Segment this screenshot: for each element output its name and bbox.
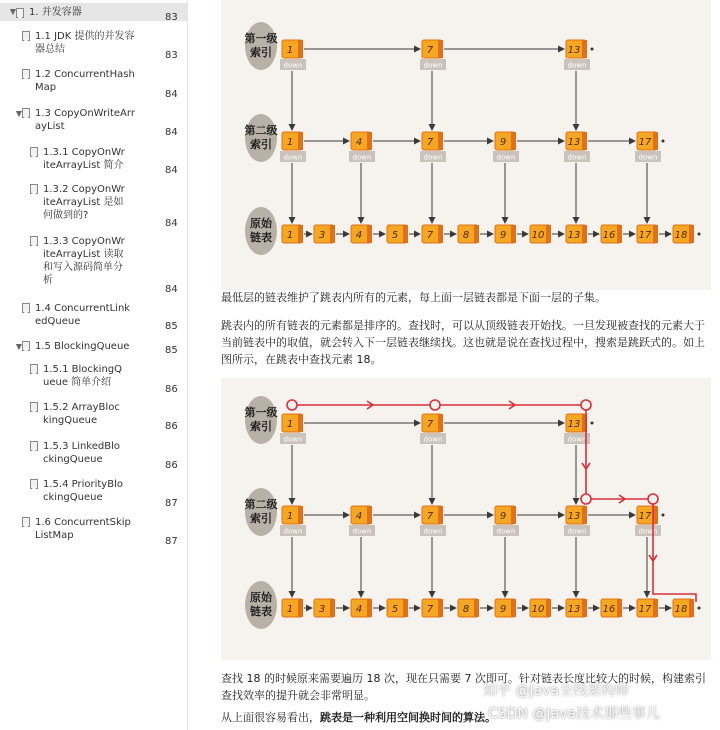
node-value: 17 bbox=[638, 511, 652, 522]
list-node bbox=[564, 506, 590, 536]
bookmark-icon bbox=[22, 517, 30, 527]
down-label: down bbox=[496, 153, 516, 162]
node-pointer bbox=[511, 132, 516, 150]
null-dot bbox=[698, 607, 701, 610]
paragraph-1: 最低层的链表维护了跳表内所有的元素，每上面一层链表都是下面一层的子集。 bbox=[221, 291, 606, 304]
list-node bbox=[673, 599, 694, 617]
list-node bbox=[280, 414, 306, 444]
level-badge-text: 原始 bbox=[250, 217, 272, 230]
node-value: 7 bbox=[426, 45, 434, 56]
bookmark-icon bbox=[22, 69, 30, 79]
down-label: down bbox=[567, 527, 587, 536]
search-path-marker bbox=[581, 400, 591, 410]
level-badge-text: 链表 bbox=[250, 231, 272, 244]
list-node bbox=[314, 599, 335, 617]
list-node bbox=[420, 132, 446, 162]
node-value: 9 bbox=[499, 137, 507, 148]
node-value: 4 bbox=[355, 137, 363, 148]
node-pointer bbox=[438, 40, 443, 58]
toc-item-label: 1.2 ConcurrentHashMap bbox=[35, 69, 135, 93]
list-node bbox=[458, 599, 479, 617]
node-value: 4 bbox=[355, 604, 363, 615]
bookmark-icon bbox=[22, 303, 30, 313]
node-value: 13 bbox=[567, 511, 581, 522]
collapse-chevron-icon[interactable]: ▲ bbox=[15, 110, 22, 119]
list-node bbox=[280, 40, 306, 70]
down-label: down bbox=[283, 61, 303, 70]
search-path-marker bbox=[430, 400, 440, 410]
list-node bbox=[673, 225, 694, 243]
down-label: down bbox=[638, 153, 658, 162]
collapse-chevron-icon[interactable]: ▲ bbox=[15, 343, 22, 352]
bookmark-icon bbox=[30, 364, 38, 374]
node-pointer bbox=[653, 132, 658, 150]
list-node bbox=[495, 225, 516, 243]
level-badge-text: 第二级 bbox=[244, 124, 278, 137]
node-pointer bbox=[330, 225, 335, 243]
toc-page-number: 84 bbox=[165, 165, 178, 176]
null-dot bbox=[698, 233, 701, 236]
list-node bbox=[349, 506, 375, 536]
toc-item-label: 1.1 JDK 提供的并发容器总结 bbox=[35, 31, 135, 55]
list-node bbox=[566, 599, 587, 617]
toc-item-label: 1.3.3 CopyOnWriteArrayList 读取和写入源码简单分析 bbox=[43, 236, 125, 286]
down-label: down bbox=[567, 435, 587, 444]
list-node bbox=[635, 132, 661, 162]
node-pointer bbox=[438, 506, 443, 524]
node-value: 17 bbox=[638, 604, 652, 615]
toc-item-label: 1.3.2 CopyOnWriteArrayList 是如何做到的? bbox=[43, 184, 125, 221]
toc-item-label: 1.4 ConcurrentLinkedQueue bbox=[35, 303, 131, 327]
list-node bbox=[420, 506, 446, 536]
list-node bbox=[601, 225, 622, 243]
node-value: 18 bbox=[674, 230, 688, 241]
list-node bbox=[420, 414, 446, 444]
node-value: 7 bbox=[426, 137, 434, 148]
node-pointer bbox=[582, 599, 587, 617]
list-node bbox=[422, 225, 443, 243]
toc-item[interactable] bbox=[12, 302, 135, 328]
level-badge-text: 第二级 bbox=[244, 498, 278, 511]
paragraph-4-bold: 跳表是一种利用空间换时间的算法。 bbox=[320, 711, 496, 724]
node-pointer bbox=[298, 506, 303, 524]
toc-item[interactable] bbox=[12, 516, 135, 542]
list-node bbox=[280, 506, 306, 536]
node-pointer bbox=[438, 225, 443, 243]
down-label: down bbox=[423, 527, 443, 536]
node-value: 7 bbox=[426, 419, 434, 430]
node-value: 9 bbox=[499, 604, 507, 615]
node-pointer bbox=[617, 599, 622, 617]
node-value: 1 bbox=[286, 230, 294, 241]
toc-item[interactable] bbox=[30, 440, 125, 466]
toc-page-number: 83 bbox=[165, 12, 178, 23]
toc-page-number: 85 bbox=[165, 321, 178, 332]
node-value: 1 bbox=[286, 137, 294, 148]
node-value: 9 bbox=[499, 511, 507, 522]
down-label: down bbox=[638, 527, 658, 536]
node-value: 3 bbox=[318, 604, 326, 615]
search-path-marker bbox=[581, 494, 591, 504]
node-pointer bbox=[298, 132, 303, 150]
null-dot bbox=[662, 514, 665, 517]
level-badge-text: 索引 bbox=[250, 46, 272, 59]
bookmark-icon bbox=[22, 341, 30, 351]
down-label: down bbox=[283, 153, 303, 162]
toc-page-number: 84 bbox=[165, 218, 178, 229]
toc-item-label: 1.5.4 PriorityBlockingQueue bbox=[43, 479, 123, 503]
toc-item-label: 1.5.3 LinkedBlockingQueue bbox=[43, 441, 121, 465]
csdn-watermark: CSDN @Java技术那些事儿 bbox=[488, 706, 660, 722]
node-pointer bbox=[367, 132, 372, 150]
node-pointer bbox=[511, 225, 516, 243]
node-value: 13 bbox=[567, 230, 581, 241]
list-node bbox=[387, 599, 408, 617]
list-node bbox=[280, 132, 306, 162]
toc-item[interactable] bbox=[12, 340, 135, 354]
node-pointer bbox=[438, 414, 443, 432]
list-node bbox=[351, 599, 372, 617]
down-label: down bbox=[567, 61, 587, 70]
list-node bbox=[349, 132, 375, 162]
list-node bbox=[458, 225, 479, 243]
node-value: 7 bbox=[426, 604, 434, 615]
down-label: down bbox=[423, 153, 443, 162]
list-node bbox=[564, 40, 590, 70]
toc-page-number: 86 bbox=[165, 421, 178, 432]
node-value: 10 bbox=[531, 604, 545, 615]
node-pointer bbox=[689, 599, 694, 617]
node-pointer bbox=[689, 225, 694, 243]
toc-page-number: 86 bbox=[165, 460, 178, 471]
node-pointer bbox=[367, 599, 372, 617]
toc-item-label: 1. 并发容器 bbox=[29, 6, 82, 18]
level-badge-text: 索引 bbox=[250, 138, 272, 151]
level-badge-text: 索引 bbox=[250, 512, 272, 525]
paragraph-4-prefix: 从上面很容易看出， bbox=[221, 711, 320, 724]
node-pointer bbox=[582, 225, 587, 243]
toc-item-label: 1.3.1 CopyOnWriteArrayList 简介 bbox=[43, 147, 125, 171]
node-value: 5 bbox=[391, 230, 399, 241]
node-value: 8 bbox=[462, 604, 470, 615]
list-node bbox=[601, 599, 622, 617]
list-node bbox=[387, 225, 408, 243]
list-node bbox=[282, 225, 303, 243]
node-value: 1 bbox=[286, 419, 294, 430]
level-badge-text: 索引 bbox=[250, 420, 272, 433]
paragraph-3: 查找 18 的时候原来需要遍历 18 次，现在只需要 7 次即可。针对链表长度比较大的时候，构建索引查找效率的提升就会非常明显。 bbox=[221, 672, 706, 702]
toc-item-label: 1.5.1 BlockingQueue 简单介绍 bbox=[43, 364, 123, 388]
toc-item[interactable] bbox=[30, 478, 125, 504]
node-pointer bbox=[298, 225, 303, 243]
node-value: 13 bbox=[567, 419, 581, 430]
bookmark-icon bbox=[30, 147, 38, 157]
down-label: down bbox=[283, 435, 303, 444]
bookmark-icon bbox=[30, 479, 38, 489]
node-value: 13 bbox=[567, 45, 581, 56]
toc-page-number: 84 bbox=[165, 127, 178, 138]
node-value: 9 bbox=[499, 230, 507, 241]
node-pointer bbox=[474, 225, 479, 243]
node-value: 13 bbox=[567, 604, 581, 615]
node-pointer bbox=[617, 225, 622, 243]
search-path-marker bbox=[648, 494, 658, 504]
down-label: down bbox=[423, 61, 443, 70]
node-value: 4 bbox=[355, 511, 363, 522]
node-pointer bbox=[438, 599, 443, 617]
node-pointer bbox=[403, 225, 408, 243]
list-node bbox=[314, 225, 335, 243]
node-value: 7 bbox=[426, 511, 434, 522]
null-dot bbox=[591, 422, 594, 425]
bookmark-icon bbox=[30, 236, 38, 246]
node-pointer bbox=[474, 599, 479, 617]
bookmark-icon bbox=[22, 31, 30, 41]
bookmark-icon bbox=[16, 8, 24, 18]
toc-item-label: 1.5.2 ArrayBlockingQueue bbox=[43, 402, 120, 426]
toc-item[interactable] bbox=[30, 183, 125, 222]
toc-sidebar bbox=[0, 0, 188, 730]
list-node bbox=[422, 599, 443, 617]
list-node bbox=[637, 599, 658, 617]
list-node bbox=[564, 132, 590, 162]
list-node bbox=[351, 225, 372, 243]
toc-page-number: 85 bbox=[165, 345, 178, 356]
down-label: down bbox=[283, 527, 303, 536]
toc-page-number: 86 bbox=[165, 384, 178, 395]
list-node bbox=[530, 225, 551, 243]
toc-item[interactable] bbox=[12, 68, 135, 94]
node-value: 13 bbox=[567, 137, 581, 148]
bookmark-icon bbox=[30, 184, 38, 194]
toc-item[interactable] bbox=[30, 146, 125, 172]
toc-item[interactable] bbox=[12, 30, 135, 56]
node-pointer bbox=[298, 40, 303, 58]
list-node bbox=[530, 599, 551, 617]
list-node bbox=[493, 132, 519, 162]
list-node bbox=[637, 225, 658, 243]
toc-page-number: 84 bbox=[165, 284, 178, 295]
node-value: 16 bbox=[602, 604, 616, 615]
node-pointer bbox=[330, 599, 335, 617]
toc-item-label: 1.3 CopyOnWriteArrayList bbox=[35, 108, 135, 132]
node-pointer bbox=[367, 506, 372, 524]
down-label: down bbox=[423, 435, 443, 444]
toc-item-label: 1.6 ConcurrentSkipListMap bbox=[35, 517, 131, 541]
list-node bbox=[420, 40, 446, 70]
zhihu-watermark: 知乎 @Java全栈架构师 bbox=[483, 683, 630, 699]
node-value: 4 bbox=[355, 230, 363, 241]
collapse-chevron-icon[interactable]: ▲ bbox=[9, 8, 16, 17]
node-pointer bbox=[546, 225, 551, 243]
node-value: 1 bbox=[286, 45, 294, 56]
level-badge-text: 链表 bbox=[250, 605, 272, 618]
paragraph-2: 跳表内的所有链表的元素都是排序的。查找时，可以从顶级链表开始找。一旦发现被查找的元素大于当前链表中的取值，就会转入下一层链表继续找。这也就是说在查找过程中，搜索是跳跃式的。如上图所示，在跳表中查找元素 18。 bbox=[221, 319, 705, 366]
toc-page-number: 87 bbox=[165, 498, 178, 509]
toc-item[interactable] bbox=[30, 235, 125, 287]
bookmark-icon bbox=[30, 441, 38, 451]
null-dot bbox=[591, 48, 594, 51]
node-pointer bbox=[367, 225, 372, 243]
node-value: 3 bbox=[318, 230, 326, 241]
node-pointer bbox=[438, 132, 443, 150]
list-node bbox=[635, 506, 661, 536]
node-value: 16 bbox=[602, 230, 616, 241]
bookmark-icon bbox=[30, 402, 38, 412]
node-pointer bbox=[582, 40, 587, 58]
toc-item-label: 1.5 BlockingQueue bbox=[35, 341, 130, 352]
node-pointer bbox=[582, 506, 587, 524]
bookmark-icon bbox=[22, 108, 30, 118]
toc-item[interactable] bbox=[30, 363, 125, 389]
down-label: down bbox=[567, 153, 587, 162]
level-badge-text: 第一级 bbox=[244, 406, 278, 419]
toc-item[interactable] bbox=[30, 401, 125, 427]
node-pointer bbox=[653, 599, 658, 617]
search-path-marker bbox=[287, 400, 297, 410]
toc-page-number: 87 bbox=[165, 536, 178, 547]
toc-page-number: 84 bbox=[165, 89, 178, 100]
node-value: 1 bbox=[286, 511, 294, 522]
toc-page-number: 83 bbox=[165, 50, 178, 61]
level-badge-text: 第一级 bbox=[244, 32, 278, 45]
node-pointer bbox=[582, 132, 587, 150]
node-pointer bbox=[511, 599, 516, 617]
toc-item[interactable] bbox=[0, 3, 188, 21]
level-badge-text: 原始 bbox=[250, 591, 272, 604]
node-value: 18 bbox=[674, 604, 688, 615]
list-node bbox=[566, 225, 587, 243]
null-dot bbox=[662, 140, 665, 143]
node-value: 10 bbox=[531, 230, 545, 241]
node-pointer bbox=[298, 599, 303, 617]
list-node bbox=[495, 599, 516, 617]
toc-item[interactable] bbox=[12, 107, 135, 133]
down-label: down bbox=[496, 527, 516, 536]
down-label: down bbox=[352, 153, 372, 162]
list-node bbox=[493, 506, 519, 536]
list-node bbox=[282, 599, 303, 617]
node-pointer bbox=[546, 599, 551, 617]
node-value: 8 bbox=[462, 230, 470, 241]
node-pointer bbox=[653, 225, 658, 243]
node-value: 17 bbox=[638, 230, 652, 241]
node-value: 5 bbox=[391, 604, 399, 615]
skiplist-figure-2 bbox=[221, 378, 711, 660]
node-pointer bbox=[511, 506, 516, 524]
node-pointer bbox=[298, 414, 303, 432]
down-label: down bbox=[352, 527, 372, 536]
node-value: 1 bbox=[286, 604, 294, 615]
node-value: 17 bbox=[638, 137, 652, 148]
node-value: 7 bbox=[426, 230, 434, 241]
node-pointer bbox=[403, 599, 408, 617]
skiplist-figure-1 bbox=[221, 0, 711, 290]
